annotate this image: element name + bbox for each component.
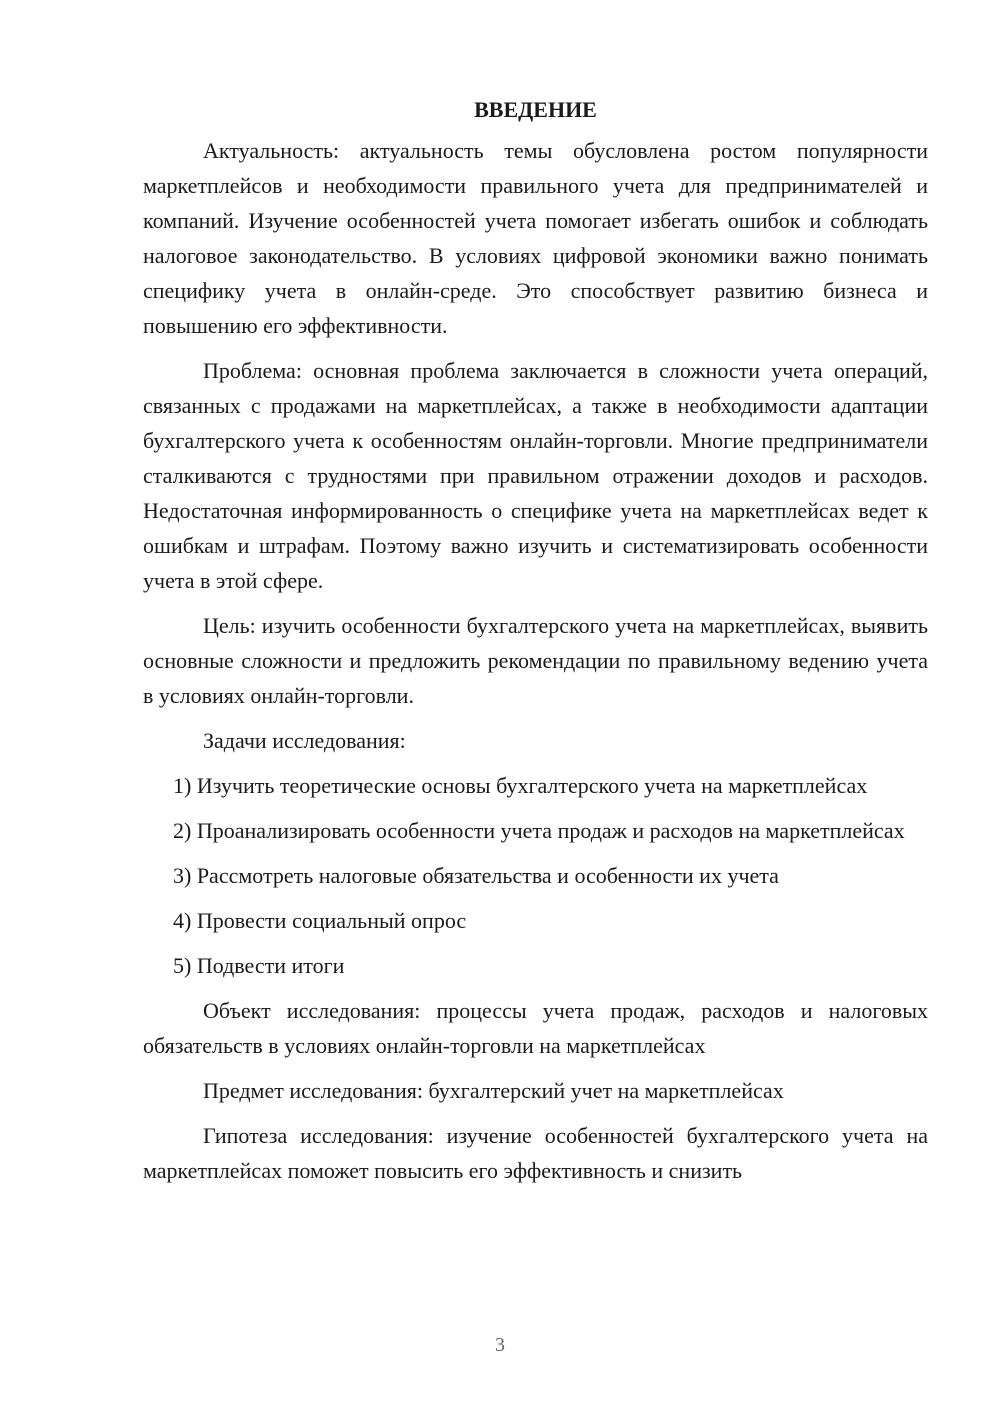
paragraph-object: Объект исследования: процессы учета продаж, расходов и налоговых обязательств в условиях онлайн-торговли на маркетплейсах (143, 998, 928, 1058)
task-item-1: 1) Изучить теоретические основы бухгалтерского учета на маркетплейсах (173, 773, 868, 798)
paragraph-tasks-heading: Задачи исследования: (203, 728, 406, 753)
paragraph-goal: Цель: изучить особенности бухгалтерского учета на маркетплейсах, выявить основные сложности и предложить рекомендации по правильному ведению учета в условиях онлайн-торговли. (143, 613, 928, 708)
page-number: 3 (495, 1334, 505, 1356)
paragraph-hypothesis: Гипотеза исследования: изучение особенностей бухгалтерского учета на маркетплейсах поможет повысить его эффективность и снизить (143, 1123, 928, 1183)
paragraph-subject: Предмет исследования: бухгалтерский учет на маркетплейсах (203, 1078, 784, 1103)
paragraph-relevance: Актуальность: актуальность темы обусловлена ростом популярности маркетплейсов и необходимости правильного учета для предпринимателей и компаний. Изучение особенностей учета помогает избегать ошибок и соблюдать налоговое законодательство. В условиях цифровой экономики важно понимать специфику учета в онлайн-среде. Это способствует развитию бизнеса и повышению его эффективности. (143, 138, 928, 338)
paragraph-problem: Проблема: основная проблема заключается в сложности учета операций, связанных с продажами на маркетплейсах, а также в необходимости адаптации бухгалтерского учета к особенностям онлайн-торговли. Многие предприниматели сталкиваются с трудностями при правильном отражении доходов и расходов. Недостаточная информированность о специфике учета на маркетплейсах ведет к ошибкам и штрафам. Поэтому важно изучить и систематизировать особенности учета в этой сфере. (143, 358, 928, 593)
task-item-4: 4) Провести социальный опрос (173, 908, 467, 933)
task-item-5: 5) Подвести итоги (173, 953, 345, 978)
task-item-2: 2) Проанализировать особенности учета продаж и расходов на маркетплейсах (173, 818, 905, 843)
task-item-3: 3) Рассмотреть налоговые обязательства и особенности их учета (173, 863, 779, 888)
page-content (143, 92, 928, 1198)
section-title: ВВЕДЕНИЕ (474, 97, 597, 122)
